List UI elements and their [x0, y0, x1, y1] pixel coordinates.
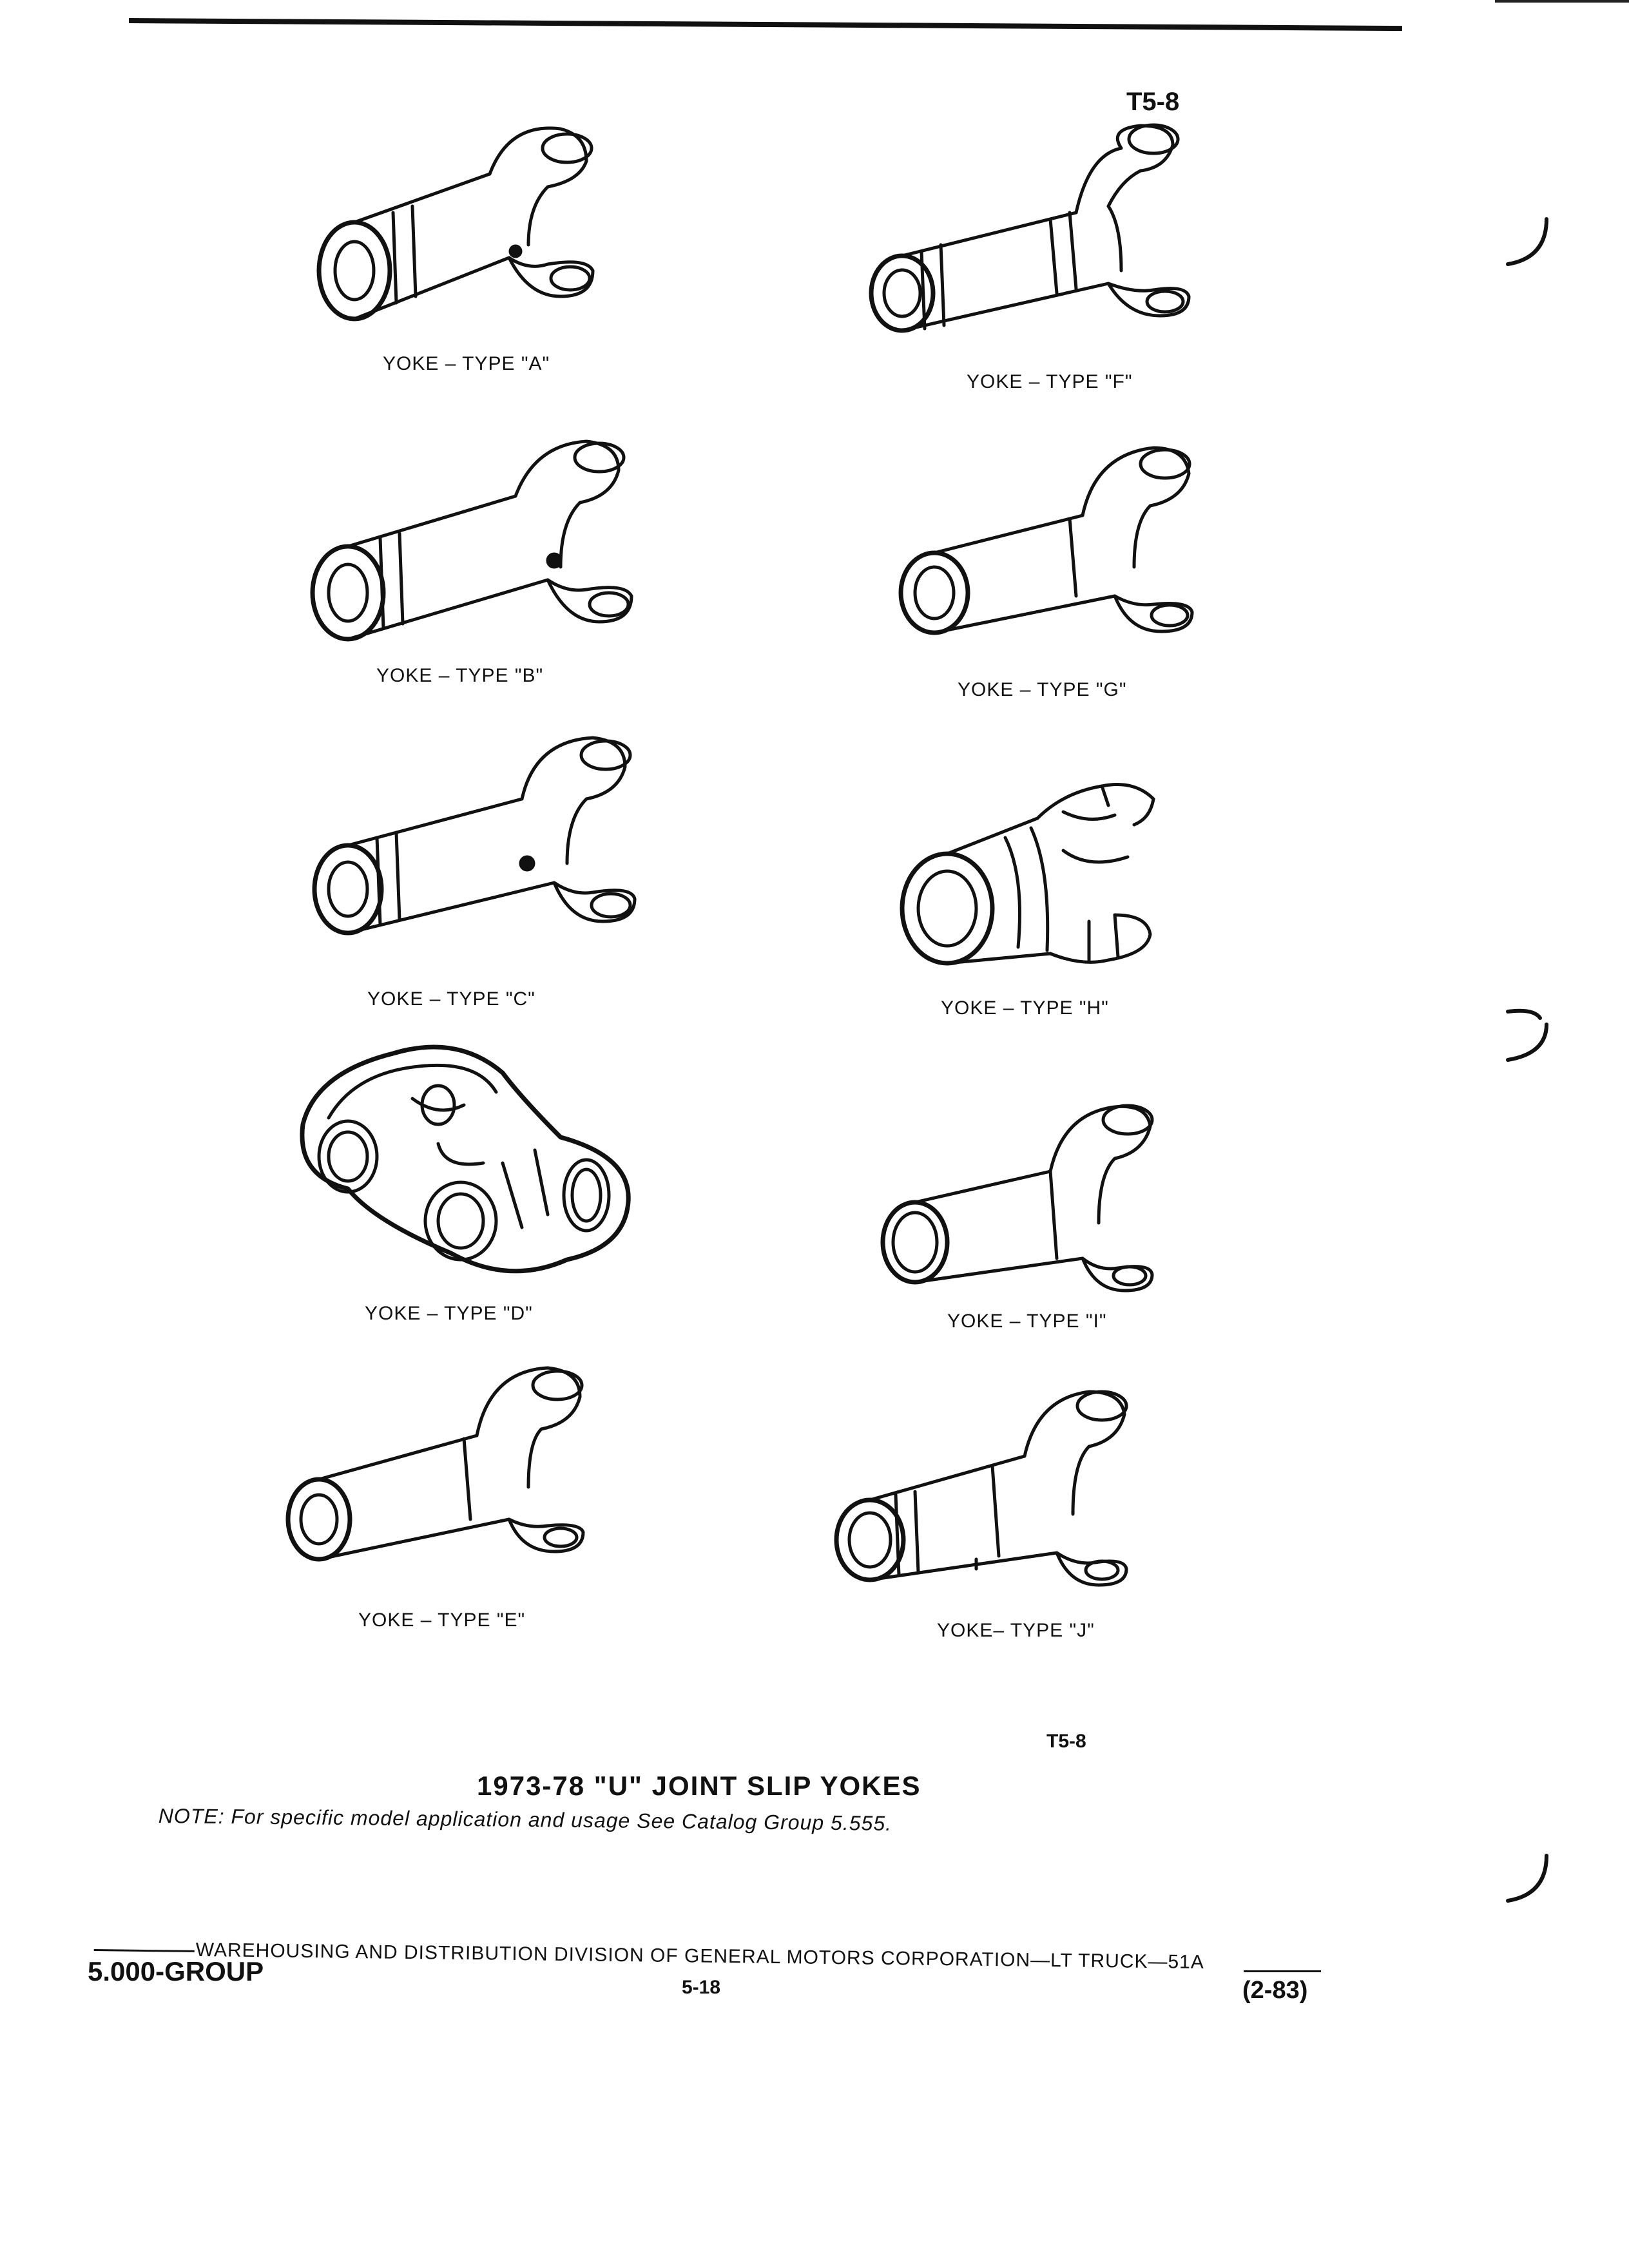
yoke-type-g-illustration [896, 438, 1211, 644]
yoke-type-h-illustration [896, 767, 1166, 986]
caption-type-c: YOKE – TYPE "C" [367, 988, 535, 1010]
caption-type-b: YOKE – TYPE "B" [376, 665, 544, 686]
yoke-type-e-illustration [284, 1358, 599, 1571]
caption-type-e: YOKE – TYPE "E" [358, 1610, 526, 1631]
page-title: 1973-78 "U" JOINT SLIP YOKES [477, 1771, 921, 1801]
slip-yoke-type-h-icon [896, 767, 1166, 986]
footer-dash [94, 1949, 195, 1952]
yoke-type-b-illustration [309, 432, 651, 651]
slip-yoke-type-c-icon [309, 735, 644, 947]
page-id-top: T5-8 [1126, 88, 1180, 116]
slip-yoke-type-a-icon [316, 110, 612, 329]
date-rule [1244, 1970, 1321, 1972]
page-id-bottom: T5-8 [1046, 1731, 1086, 1752]
binder-mark-2 [1501, 1005, 1553, 1066]
slip-yoke-type-j-icon [831, 1385, 1141, 1591]
slip-yoke-type-b-icon [309, 432, 651, 651]
slip-yoke-type-g-icon [896, 438, 1211, 644]
yoke-type-i-illustration [876, 1094, 1166, 1300]
flange-yoke-type-d-icon [290, 1034, 638, 1292]
binder-mark-1 [1501, 213, 1553, 274]
yoke-type-a-illustration [316, 110, 612, 329]
group-label: 5.000-GROUP [88, 1956, 264, 1986]
slip-yoke-type-e-icon [284, 1358, 599, 1571]
caption-type-f: YOKE – TYPE "F" [967, 371, 1133, 392]
caption-type-j: YOKE– TYPE "J" [937, 1620, 1095, 1641]
caption-type-g: YOKE – TYPE "G" [958, 679, 1127, 700]
yoke-type-d-illustration [290, 1034, 638, 1292]
top-edge-rule [1495, 0, 1629, 3]
page-number: 5-18 [682, 1977, 721, 1998]
yoke-type-j-illustration [831, 1385, 1141, 1591]
caption-type-i: YOKE – TYPE "I" [947, 1311, 1107, 1332]
caption-type-d: YOKE – TYPE "D" [365, 1303, 533, 1324]
top-rule [129, 18, 1402, 31]
caption-type-h: YOKE – TYPE "H" [941, 997, 1109, 1019]
date-code: (2-83) [1242, 1977, 1308, 2004]
binder-mark-3 [1501, 1849, 1553, 1910]
catalog-note: NOTE: For specific model application and usage See Catalog Group 5.555. [158, 1804, 892, 1835]
yoke-type-f-illustration [863, 116, 1199, 341]
caption-type-a: YOKE – TYPE "A" [383, 353, 550, 374]
slip-yoke-type-f-icon [863, 116, 1199, 341]
footer-division: WAREHOUSING AND DISTRIBUTION DIVISION OF GENERAL MOTORS CORPORATION—LT TRUCK—51A [195, 1939, 1205, 1974]
slip-yoke-type-i-icon [876, 1094, 1166, 1300]
yoke-type-c-illustration [309, 735, 644, 947]
